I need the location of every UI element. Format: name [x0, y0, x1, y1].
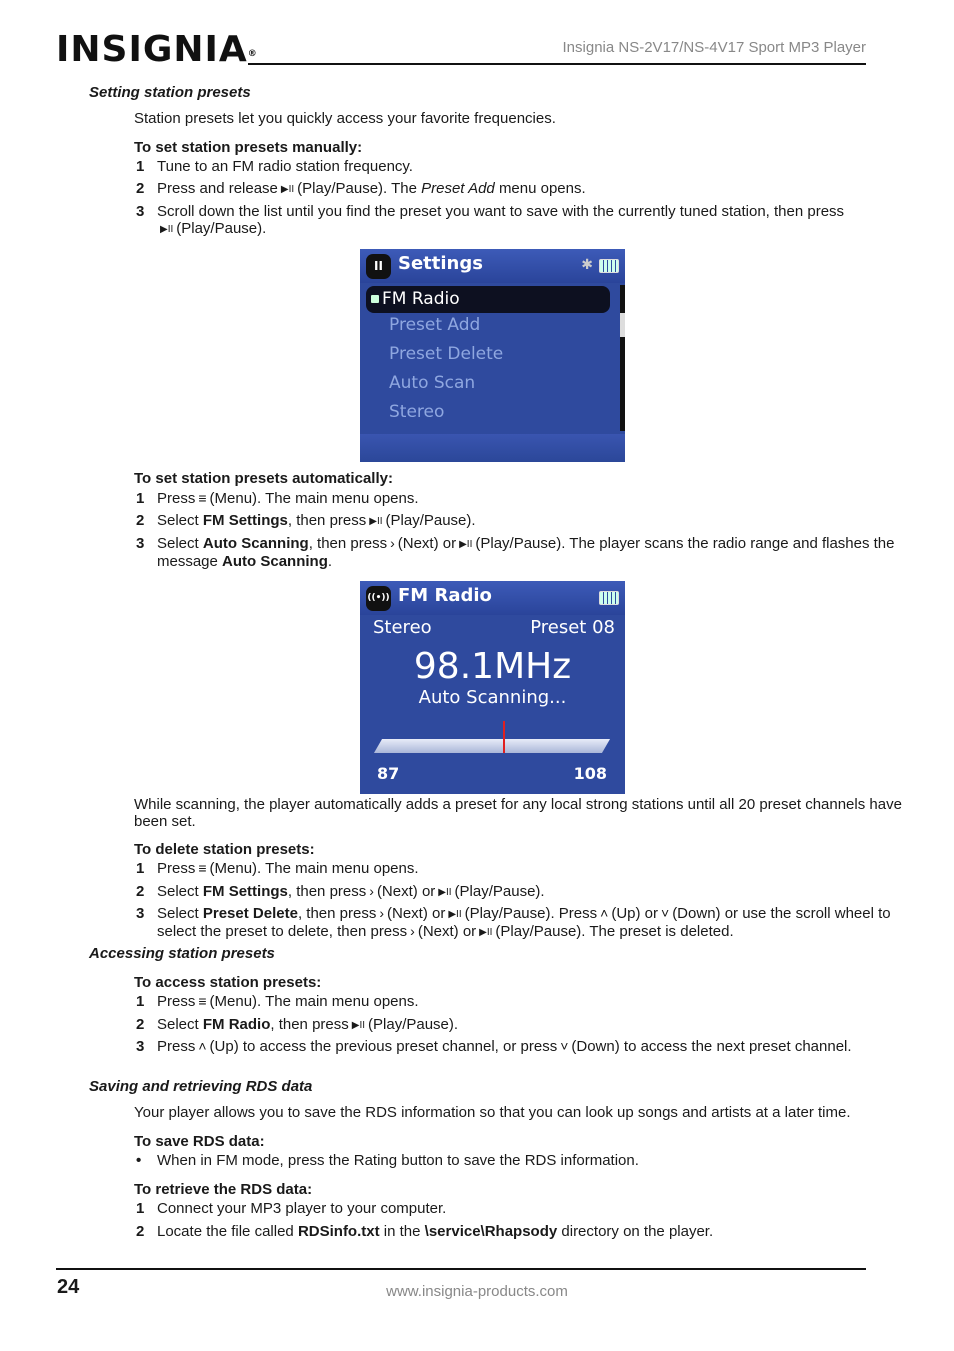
chevron-up-icon: ˄ [198, 1038, 207, 1054]
screen-title: FM Radio [398, 585, 492, 606]
chevron-right-icon: › [369, 883, 374, 899]
page-number: 24 [57, 1276, 80, 1298]
step-item: 2 Select FM Radio, then press ▶II (Play/Pause). [136, 1016, 459, 1033]
page-header-title: Insignia NS-2V17/NS-4V17 Sport MP3 Player [562, 39, 866, 56]
frequency-readout: 98.1MHz [413, 646, 572, 687]
step-item: 3 Scroll down the list until you find the preset you want to save with the currently tuned station, then press ▶II (Play/Pause). [136, 203, 845, 237]
section-heading-setting-presets: Setting station presets [89, 84, 251, 101]
play-pause-icon: ▶II [459, 539, 473, 550]
step-item: 2 Press and release ▶II (Play/Pause). The Preset Add menu opens. [136, 180, 586, 197]
screen-header [360, 249, 625, 283]
radio-icon: ((•)) [366, 586, 391, 611]
header-rule [248, 63, 866, 65]
step-item: 1 Press ≡ (Menu). The main menu opens. [136, 490, 419, 507]
step-item: 1 Tune to an FM radio station frequency. [136, 158, 413, 175]
footer-rule [56, 1268, 866, 1270]
menu-icon: ≡ [198, 860, 207, 876]
step-item: 2 Select FM Settings, then press › (Next) or ▶II (Play/Pause). [136, 883, 545, 900]
tuning-bar [374, 739, 610, 753]
screen-footer [360, 434, 625, 462]
bluetooth-icon: ✱ [581, 257, 593, 273]
section-heading-accessing-presets: Accessing station presets [89, 945, 275, 962]
chevron-down-icon: ˅ [560, 1038, 569, 1054]
procedure-title-access: To access station presets: [134, 974, 322, 991]
section-heading-rds: Saving and retrieving RDS data [89, 1078, 313, 1095]
play-pause-icon: ▶II [351, 1020, 366, 1031]
play-pause-icon: ▶II [438, 887, 452, 898]
play-pause-icon: ▶II [479, 927, 493, 938]
footer-url: www.insignia-products.com [386, 1283, 568, 1300]
play-pause-icon: ▶II [369, 516, 383, 527]
procedure-title-save-rds: To save RDS data: [134, 1133, 265, 1150]
menu-item: Preset Add [389, 315, 481, 335]
step-item: 1 Connect your MP3 player to your computer. [136, 1200, 447, 1217]
range-low-label: 87 [377, 764, 400, 783]
menu-icon: ≡ [198, 490, 207, 506]
section-intro: Your player allows you to save the RDS information so that you can look up songs and artists at a later time. [134, 1104, 851, 1121]
pause-icon: II [366, 254, 391, 279]
play-pause-icon: ▶II [280, 184, 295, 195]
chevron-right-icon: › [379, 905, 384, 921]
battery-icon [599, 259, 619, 273]
menu-item: Preset Delete [389, 344, 504, 364]
procedure-title-retrieve-rds: To retrieve the RDS data: [134, 1181, 313, 1198]
scan-note: While scanning, the player automatically adds a preset for any local strong stations until all 20 preset channels have been set. [134, 796, 902, 830]
procedure-title-delete: To delete station presets: [134, 841, 315, 858]
procedure-title-manual: To set station presets manually: [134, 139, 363, 156]
chevron-right-icon: › [390, 535, 395, 551]
menu-item: Auto Scan [389, 373, 476, 393]
tuning-marker [503, 721, 505, 753]
menu-item: Stereo [389, 402, 445, 422]
step-item: 3 Select Preset Delete, then press › (Next) or ▶II (Play/Pause). Press ˄ (Up) or ˅ (Down) or use the scroll wheel to select the preset to delete, then press › (Next) or ▶II (Play/Pause). The preset is deleted. [136, 905, 891, 940]
bullet-item: • When in FM mode, press the Rating button to save the RDS information. [136, 1152, 639, 1169]
step-item: 1 Press ≡ (Menu). The main menu opens. [136, 993, 419, 1010]
fm-radio-screenshot [360, 581, 625, 794]
step-item: 3 Press ˄ (Up) to access the previous preset channel, or press ˅ (Down) to access the next preset channel. [136, 1038, 852, 1055]
chevron-right-icon: › [410, 923, 415, 939]
section-intro: Station presets let you quickly access your favorite frequencies. [134, 110, 556, 127]
step-item: 2 Locate the file called RDSinfo.txt in the \service\Rhapsody directory on the player. [136, 1223, 714, 1240]
play-pause-icon: ▶II [160, 224, 174, 235]
preset-label: Preset 08 [530, 617, 615, 638]
scrollbar-thumb [620, 313, 625, 337]
play-pause-icon: ▶II [448, 909, 462, 920]
battery-icon [599, 591, 619, 605]
chevron-down-icon: ˅ [661, 905, 670, 921]
step-item: 3 Select Auto Scanning, then press › (Next) or ▶II (Play/Pause). The player scans the radio range and flashes the message Auto Scanning. [136, 535, 895, 570]
screen-scrollbar [620, 285, 625, 431]
screen-header [360, 581, 625, 615]
brand-logo: INSIGNIA® [56, 29, 258, 70]
step-item: 1 Press ≡ (Menu). The main menu opens. [136, 860, 419, 877]
scan-status: Auto Scanning... [418, 687, 567, 708]
step-item: 2 Select FM Settings, then press ▶II (Play/Pause). [136, 512, 476, 529]
selection-icon [371, 295, 379, 303]
range-high-label: 108 [573, 764, 607, 783]
screen-title: Settings [398, 253, 483, 274]
chevron-up-icon: ˄ [600, 905, 609, 921]
stereo-label: Stereo [373, 617, 432, 638]
menu-icon: ≡ [198, 993, 207, 1009]
settings-menu-screenshot [360, 249, 625, 462]
menu-item-selected: FM Radio [366, 286, 610, 313]
procedure-title-auto: To set station presets automatically: [134, 470, 393, 487]
